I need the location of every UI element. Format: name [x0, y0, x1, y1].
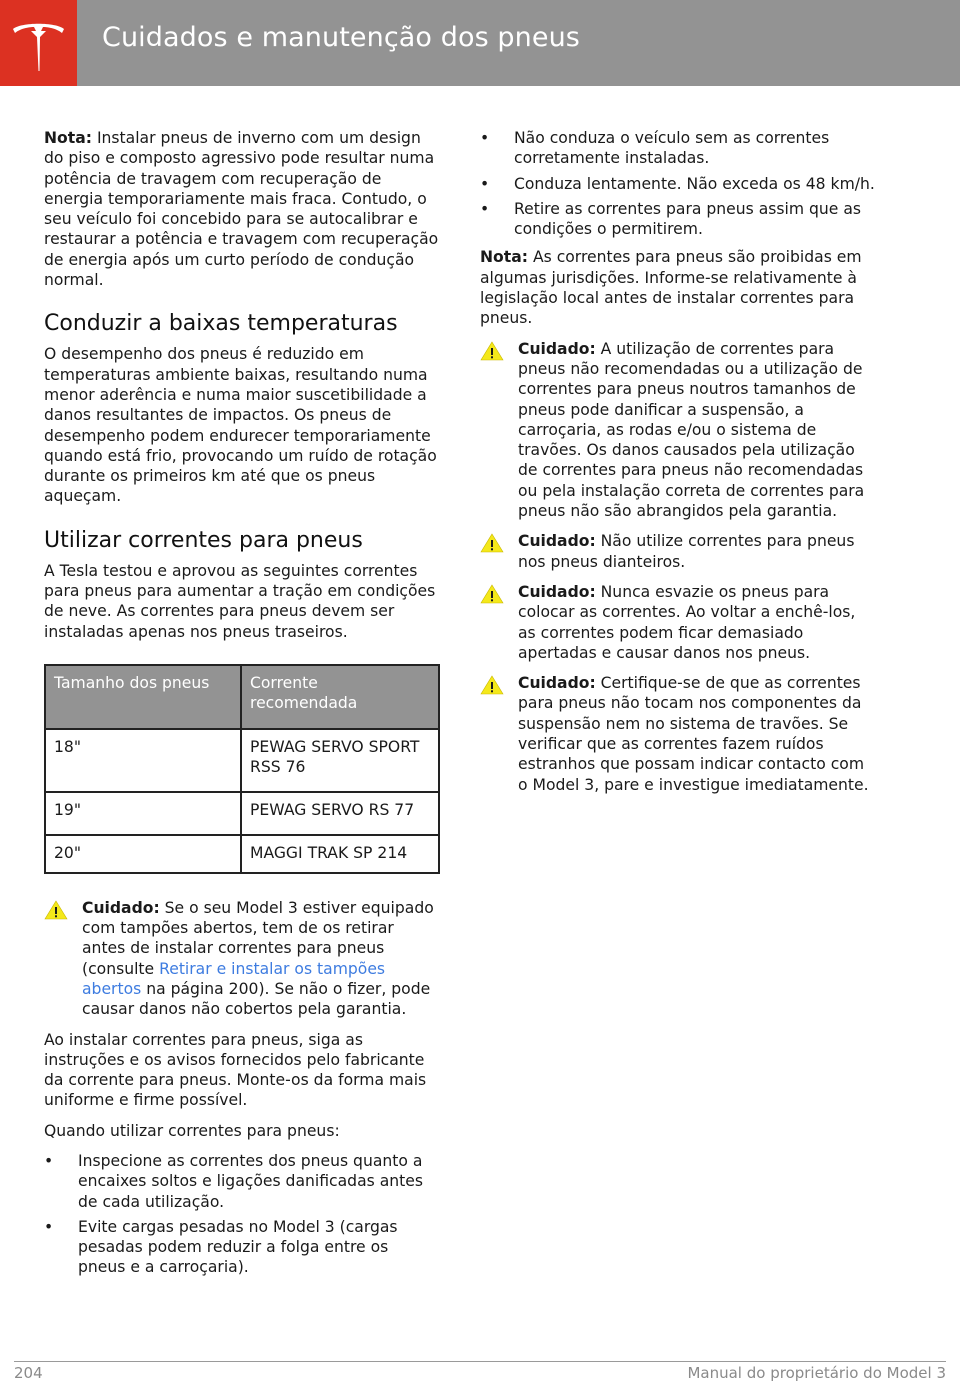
cell-chain: PEWAG SERVO SPORT RSS 76	[241, 729, 439, 793]
bullet-icon: •	[480, 174, 490, 193]
cell-tire-size: 19"	[45, 792, 241, 835]
footer-divider	[14, 1361, 946, 1362]
bullet-icon: •	[480, 129, 490, 147]
cell-chain: PEWAG SERVO RS 77	[241, 792, 439, 835]
left-bullet-list	[44, 1151, 440, 1278]
caution-label: Cuidado:	[82, 898, 160, 917]
paragraph-low-temperatures: O desempenho dos pneus é reduzido em temperaturas ambiente baixas, resultando numa menor aderência e numa maior suscetibilidade a danos resultantes de impactos. Os pneus de desempenho podem endurecer temporariamente quando está frio, provocando um ruído de rotação durante os primeiros km até que os pneus aqueçam.	[44, 345, 437, 506]
column-header-tire-size: Tamanho dos pneus	[45, 665, 241, 729]
heading-tire-chains: Utilizar correntes para pneus	[44, 527, 363, 553]
caution-deflate-tires: Cuidado: Nunca esvazie os pneus para colocar as correntes. Ao voltar a enchê-los, as correntes podem ficar demasiado apertadas e causar danos nos pneus.	[480, 582, 876, 663]
caution-non-recommended-chains: Cuidado: A utilização de correntes para pneus não recomendadas ou a utilização de correntes para pneus noutros tamanhos de pneus pode danificar a suspensão, a carroçaria, as rodas e/ou o sistema de travões. Os danos causados pela utilização de correntes para pneus não recomendadas ou pela instalação correta de correntes para pneus não são abrangidos pela garantia.	[480, 339, 876, 522]
table-row	[45, 792, 439, 835]
warning-triangle-icon	[480, 584, 504, 604]
left-column	[44, 128, 440, 1286]
caution-label: Cuidado:	[518, 674, 596, 693]
cell-chain: MAGGI TRAK SP 214	[241, 835, 439, 872]
caution-label: Cuidado:	[518, 339, 596, 358]
paragraph-tire-chains: A Tesla testou e aprovou as seguintes correntes para pneus para aumentar a tração em condições de neve. As correntes para pneus devem ser instaladas apenas nos pneus traseiros.	[44, 561, 436, 641]
warning-triangle-icon	[480, 533, 504, 553]
list-item: • Inspecione as correntes dos pneus quanto a encaixes soltos e ligações danificadas antes de cada utilização.	[44, 1151, 423, 1211]
caution-suspension-contact: Cuidado: Certifique-se de que as correntes para pneus não tocam nos componentes da suspensão nem no sistema de travões. Se verificar que as correntes fazem ruídos estranhos que possam indicar contacto com o Model 3, pare e investigue imediatamente.	[480, 673, 876, 795]
caution-front-tires: Cuidado: Não utilize correntes para pneus nos pneus dianteiros.	[480, 531, 876, 572]
page-header	[0, 0, 960, 86]
column-header-recommended-chain: Corrente recomendada	[241, 665, 439, 729]
link-remove-install-caps[interactable]: Retirar e instalar os tampões abertos	[82, 959, 386, 998]
warning-triangle-icon	[480, 675, 504, 695]
note-label: Nota:	[480, 248, 528, 267]
list-item: • Evite cargas pesadas no Model 3 (cargas pesadas podem reduzir a folga entre os pneus e a carroçaria).	[44, 1217, 398, 1277]
warning-triangle-icon	[480, 341, 504, 361]
paragraph-when-using: Quando utilizar correntes para pneus:	[44, 1121, 340, 1140]
note-winter-tires: Nota: Instalar pneus de inverno com um design do piso e composto agressivo pode resultar numa potência de travagem com recuperação de energia temporariamente mais fraca. Contudo, o seu veículo foi concebido para se autocalibrar e restaurar a potência e travagem com recuperação de energia após um curto período de condução normal.	[44, 129, 439, 290]
cell-tire-size: 20"	[45, 835, 241, 872]
cell-tire-size: 18"	[45, 729, 241, 793]
list-item: • Não conduza o veículo sem as correntes corretamente instaladas.	[480, 129, 830, 168]
paragraph-install-chains: Ao instalar correntes para pneus, siga as instruções e os avisos fornecidos pelo fabricante da corrente para pneus. Monte-os da forma mais uniforme e firme possível.	[44, 1030, 427, 1110]
bullet-icon: •	[480, 199, 490, 218]
page-title: Cuidados e manutenção dos pneus	[102, 22, 580, 53]
table-row	[45, 835, 439, 872]
caution-label: Cuidado:	[518, 582, 596, 601]
tesla-logo-icon	[11, 19, 66, 73]
note-label: Nota:	[44, 129, 92, 147]
heading-low-temperatures: Conduzir a baixas temperaturas	[44, 311, 398, 337]
right-column	[480, 128, 876, 805]
warning-triangle-icon	[44, 900, 68, 920]
tesla-logo	[0, 0, 77, 86]
list-item: • Conduza lentamente. Não exceda os 48 km/h.	[480, 174, 875, 193]
list-item: • Retire as correntes para pneus assim que as condições o permitirem.	[480, 199, 862, 239]
right-bullet-list	[480, 128, 876, 239]
table-row	[45, 729, 439, 793]
note-jurisdictions: Nota: As correntes para pneus são proibidas em algumas jurisdições. Informe-se relativamente à legislação local antes de instalar correntes para pneus.	[480, 248, 862, 328]
caution-label: Cuidado:	[518, 532, 596, 551]
tire-chains-table	[44, 664, 440, 874]
bullet-icon: •	[44, 1217, 54, 1236]
caution-open-caps: Cuidado: Se o seu Model 3 estiver equipado com tampões abertos, tem de os retirar antes de instalar correntes para pneus (consulte Retirar e instalar os tampões abertos na página 200). Se não o fizer, pode causar danos não cobertos pela garantia.	[44, 898, 440, 1020]
manual-title: Manual do proprietário do Model 3	[687, 1364, 946, 1382]
page-number: 204	[14, 1364, 43, 1382]
bullet-icon: •	[44, 1151, 54, 1170]
table-header-row	[45, 665, 439, 729]
